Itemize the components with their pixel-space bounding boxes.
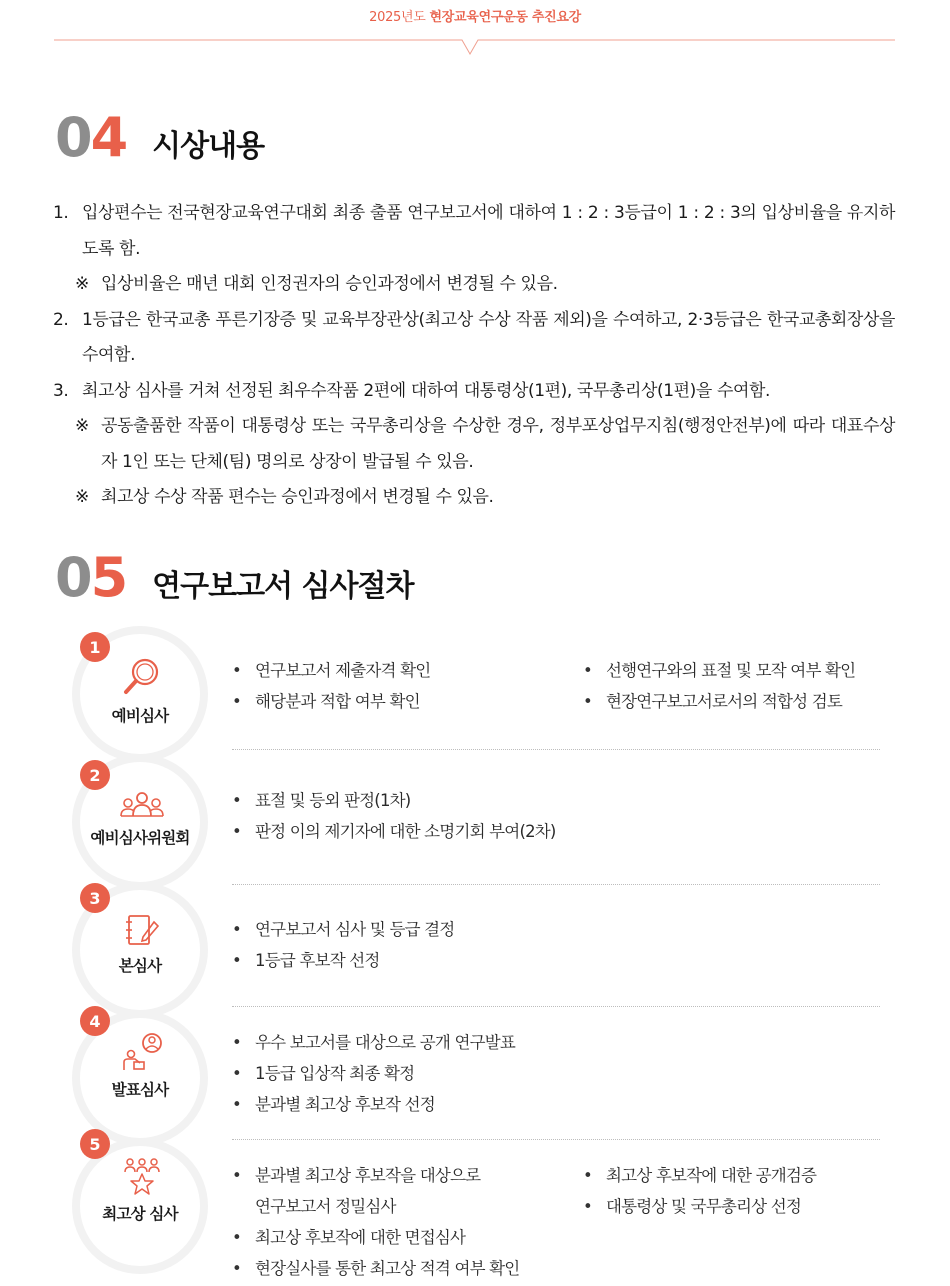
header-title: 현장교육연구운동 추진요강: [429, 10, 581, 25]
step-label: 예비심사위원회: [90, 829, 190, 847]
magnifier-icon: [120, 654, 164, 698]
step-number-badge: 2: [80, 760, 110, 790]
step-label: 예비심사: [111, 707, 169, 725]
bullet-item: • 선행연구와의 표절 및 모작 여부 확인: [583, 655, 855, 686]
people-group-icon: [118, 784, 166, 828]
bullet-item: • 분과별 최고상 후보작을 대상으로: [232, 1160, 519, 1191]
step-bullets-left: [232, 914, 454, 976]
bullet-item: • 해당분과 적합 여부 확인: [232, 686, 430, 717]
review-steps: [0, 620, 950, 1286]
step-bullets-right: [583, 1160, 816, 1222]
bullet-item: • 현장연구보고서로서의 적합성 검토: [583, 686, 855, 717]
people-star-icon: [120, 1154, 164, 1198]
section-title: 연구보고서 심사절차: [152, 569, 414, 604]
list-note: ※ 최고상 수상 작품 편수는 승인과정에서 변경될 수 있음.: [75, 487, 494, 507]
list-item: 2. 1등급은 한국교총 푸른기장증 및 교육부장관상(최고상 수상 작품 제외)을 수여하고, 2·3등급은 한국교총회장상을 수여함.: [53, 309, 895, 365]
bullet-item: • 1등급 후보작 선정: [232, 945, 454, 976]
bullet-item: • 현장실사를 통한 최고상 적격 여부 확인: [232, 1253, 519, 1284]
award-list: [53, 196, 895, 516]
header-year: 2025년도: [369, 10, 426, 25]
section-title: 시상내용: [152, 129, 265, 164]
step-bullets-left: [232, 1160, 519, 1284]
step-number-badge: 3: [80, 883, 110, 913]
step-bullets-left: [232, 785, 556, 847]
step-bullets-right: [583, 655, 855, 717]
bullet-item: • 연구보고서 제출자격 확인: [232, 655, 430, 686]
presenter-icon: [120, 1030, 164, 1074]
bullet-item: • 최고상 후보작에 대한 공개검증: [583, 1160, 816, 1191]
step-label: 최고상 심사: [102, 1205, 178, 1223]
step-label: 본심사: [118, 957, 162, 975]
step-number-badge: 4: [80, 1006, 110, 1036]
list-note: ※ 공동출품한 작품이 대통령상 또는 국무총리상을 수상한 경우, 정부포상업무지침(행정안전부)에 따라 대표수상자 1인 또는 단체(팀) 명의로 상장이 발급될 수 있음.: [75, 416, 895, 472]
list-item: 3. 최고상 심사를 거쳐 선정된 최우수작품 2편에 대하여 대통령상(1편), 국무총리상(1편)을 수여함.: [53, 380, 771, 401]
bullet-item-continuation: 연구보고서 정밀심사: [255, 1197, 396, 1216]
list-note: ※ 입상비율은 매년 대회 인정권자의 승인과정에서 변경될 수 있음.: [75, 274, 558, 294]
step-divider: [232, 749, 880, 750]
section-05-heading: [55, 548, 413, 608]
bullet-item: • 최고상 후보작에 대한 면접심사: [232, 1222, 519, 1253]
step-bullets-left: [232, 655, 430, 717]
bullet-item: • 연구보고서 심사 및 등급 결정: [232, 914, 454, 945]
step-divider: [232, 1139, 880, 1140]
bullet-item: • 분과별 최고상 후보작 선정: [232, 1089, 515, 1120]
section-number: 04: [55, 106, 127, 169]
step-bullets-left: [232, 1027, 515, 1120]
step-number-badge: 1: [80, 632, 110, 662]
bullet-item: • 판정 이의 제기자에 대한 소명기회 부여(2차): [232, 816, 556, 847]
step-divider: [232, 1006, 880, 1007]
step-number-badge: 5: [80, 1129, 110, 1159]
list-item: 1. 입상편수는 전국현장교육연구대회 최종 출품 연구보고서에 대하여 1 : 2 : 3등급이 1 : 2 : 3의 입상비율을 유지하도록 함.: [53, 203, 895, 259]
bullet-item: • 우수 보고서를 대상으로 공개 연구발표: [232, 1027, 515, 1058]
step-divider: [232, 884, 880, 885]
section-04-heading: [55, 108, 264, 168]
bullet-item: • 1등급 입상작 최종 확정: [232, 1058, 515, 1089]
section-number: 05: [55, 546, 127, 609]
running-header: [0, 6, 950, 25]
notebook-pen-icon: [120, 910, 164, 954]
bullet-item: • 대통령상 및 국무총리상 선정: [583, 1191, 816, 1222]
step-label: 발표심사: [111, 1081, 169, 1099]
bullet-item: • 표절 및 등외 판정(1차): [232, 785, 556, 816]
header-divider: [0, 32, 950, 62]
